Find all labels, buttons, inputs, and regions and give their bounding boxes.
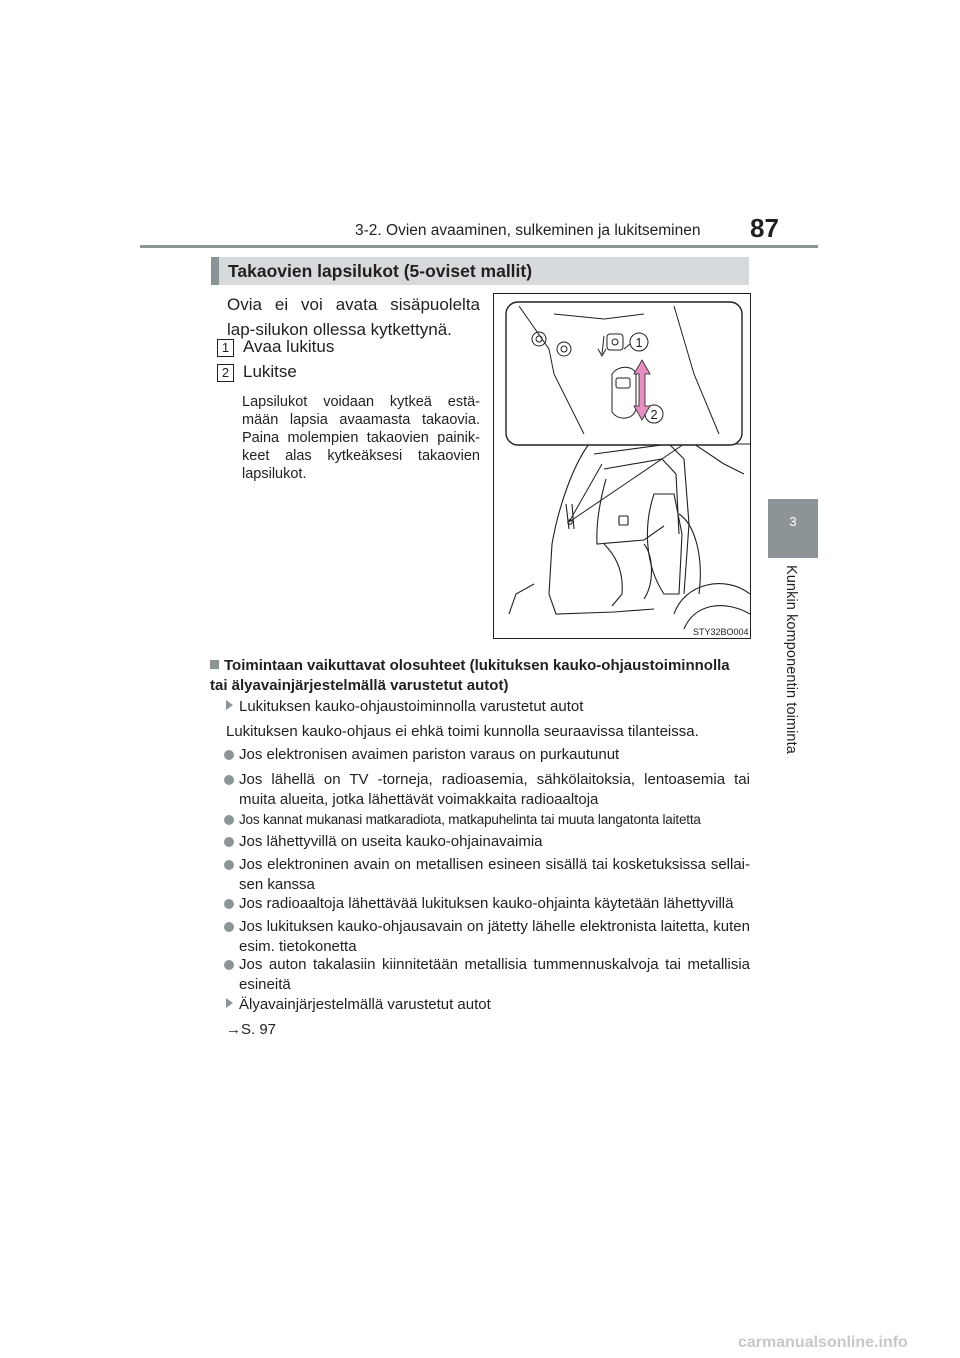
section-title-bar: [211, 257, 749, 285]
bullet-dot-icon: [224, 837, 234, 847]
subheading-smart-key: [226, 995, 491, 1015]
list-item-text: Jos auton takalasiin kiinnitetään metallisia tummennuskalvoja tai metallisia esineitä: [239, 956, 750, 993]
subheading-remote-text: Lukituksen kauko-ohjaustoiminnolla varustetut autot: [239, 698, 584, 715]
bullet-dot-icon: [224, 860, 234, 870]
subheading-remote: [226, 697, 583, 717]
chapter-header: 3-2. Ovien avaaminen, sulkeminen ja lukitseminen: [355, 222, 701, 239]
header-rule: [140, 245, 818, 248]
step-number-box: 2: [217, 364, 234, 382]
page-reference-link[interactable]: →S. 97: [226, 1021, 277, 1038]
triangle-bullet-icon: [226, 700, 233, 710]
conditions-heading: [210, 656, 750, 696]
conditions-heading-text: Toimintaan vaikuttavat olosuhteet (lukituksen kauko-ohjaustoiminnolla tai älyavainjärjestelmällä varustetut autot): [210, 657, 730, 694]
list-item-text: Jos lähellä on TV -torneja, radioasemia, sähkölaitoksia, lentoasemia tai muita alueita, jotka lähettävät voimakkaita radioaaltoja: [239, 771, 750, 808]
callout-2: 2: [650, 407, 658, 422]
list-item-text: Jos radioaaltoja lähettävää lukituksen kauko-ohjainta käytetään lähettyvillä: [239, 895, 734, 912]
step-label: Avaa lukitus: [243, 337, 335, 356]
section-accent: [211, 257, 219, 285]
triangle-bullet-icon: [226, 998, 233, 1008]
list-item-text: Jos lähettyvillä on useita kauko-ohjainavaimia: [239, 833, 543, 850]
bullet-dot-icon: [224, 815, 234, 825]
step-number-box: 1: [217, 339, 234, 357]
car-door-drawing: [494, 294, 750, 638]
heading-square-icon: [210, 660, 219, 669]
chapter-tab-label: Kunkin komponentin toiminta: [783, 565, 799, 754]
list-item-text: Jos kannat mukanasi matkaradiota, matkapuhelinta tai muuta langatonta laitetta: [239, 812, 701, 827]
bullet-dot-icon: [224, 750, 234, 760]
bullet-dot-icon: [224, 922, 234, 932]
section-intro: Ovia ei voi avata sisäpuolelta lap-silukon ollessa kytkettynä.: [227, 295, 480, 339]
conditions-intro: Lukituksen kauko-ohjaus ei ehkä toimi kunnolla seuraavissa tilanteissa.: [226, 723, 699, 740]
page-number: 87: [750, 213, 779, 243]
bullet-dot-icon: [224, 775, 234, 785]
step-label: Lukitse: [243, 362, 297, 381]
section-title: Takaovien lapsilukot (5-oviset mallit): [228, 261, 533, 281]
bullet-dot-icon: [224, 960, 234, 970]
callout-1: 1: [635, 335, 643, 350]
chapter-tab-number: 3: [789, 514, 797, 529]
section-note: Lapsilukot voidaan kytkeä estä-mään lapsia avaamasta takaovia. Paina molempien takaovien painik-keet alas kytkeäksesi takaovien lapsilukot.: [242, 394, 480, 482]
watermark: carmanualsonline.info: [738, 1334, 908, 1351]
figure-code: STY32BO004: [693, 627, 749, 637]
list-item-text: Jos elektronisen avaimen pariston varaus on purkautunut: [239, 746, 620, 763]
bullet-dot-icon: [224, 899, 234, 909]
child-lock-illustration: [493, 293, 751, 639]
subheading-smart-key-text: Älyavainjärjestelmällä varustetut autot: [239, 996, 491, 1013]
step-lock: [217, 362, 297, 382]
step-unlock: [217, 337, 334, 357]
list-item-text: Jos elektroninen avain on metallisen esineen sisällä tai kosketuksissa sellai-sen kanssa: [239, 856, 750, 893]
list-item-text: Jos lukituksen kauko-ohjausavain on jätetty lähelle elektronista laitetta, kuten esim. tietokonetta: [239, 918, 750, 955]
